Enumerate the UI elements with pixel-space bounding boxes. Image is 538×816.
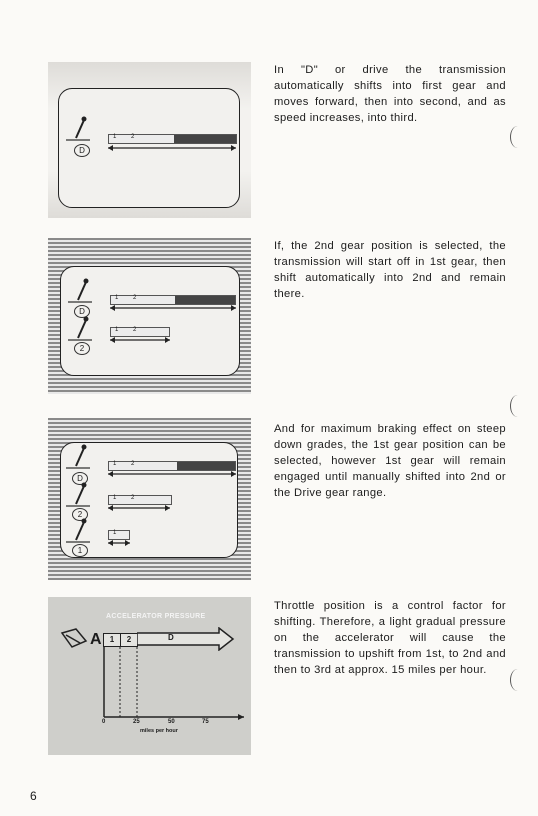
row-label-a: A: [90, 631, 102, 648]
bar-label-1: 1: [115, 295, 119, 301]
paragraph-first-gear: And for maximum braking effect on steep down grades, the 1st gear position can be selected, however 1st gear will remain engaged until manually shifted into 2nd or the Drive gear range.: [274, 423, 506, 499]
first-gear-illustration: [48, 418, 251, 580]
binder-hole: [510, 126, 525, 148]
segment-2: 2: [120, 633, 138, 647]
segment-1: 1: [103, 633, 121, 647]
gear-indicator-1: 1: [72, 544, 88, 557]
bar-label-1: 1: [113, 530, 117, 536]
bar-label-2: 2: [133, 327, 137, 333]
bar-label-1: 1: [115, 327, 119, 333]
range-arrow: [108, 336, 172, 344]
bar-label-2: 2: [133, 295, 137, 301]
range-arrow: [108, 304, 238, 312]
chart-title: ACCELERATOR PRESSURE: [106, 613, 206, 620]
x-axis-label: miles per hour: [140, 728, 178, 734]
range-arrow: [106, 504, 172, 512]
drive-range-fill: [174, 135, 236, 143]
gear-indicator-d: D: [72, 472, 88, 485]
tick-label: 0: [102, 719, 106, 725]
bar-label-1: 1: [113, 134, 117, 140]
paragraph-drive: In "D" or drive the transmission automatically shifts into first gear and moves forward, then into second, and as speed increases, into third.: [274, 64, 506, 124]
paragraph-second-gear: If, the 2nd gear position is selected, the transmission will start off in 1st gear, then shift automatically into 2nd and remain there.: [274, 240, 506, 300]
binder-hole: [510, 395, 525, 417]
gear-indicator-d: D: [74, 305, 90, 318]
tick-label: 25: [133, 719, 140, 725]
range-arrow: [106, 539, 132, 547]
drive-illustration: [48, 62, 251, 218]
bar-label-1: 1: [113, 495, 117, 501]
tick-label: 50: [168, 719, 175, 725]
range-arrow: [106, 470, 238, 478]
bar-label-2: 2: [131, 495, 135, 501]
gear-indicator-2: 2: [72, 508, 88, 521]
bar-label-2: 2: [131, 461, 135, 467]
bar-label-2: 2: [131, 134, 135, 140]
gear-indicator-d: D: [74, 144, 90, 157]
binder-hole: [510, 669, 525, 691]
segment-d-label: D: [168, 633, 174, 642]
drive-range-fill: [177, 462, 235, 470]
range-arrow: [106, 144, 238, 152]
speed-bar: [108, 134, 237, 144]
second-gear-illustration: [48, 238, 251, 394]
tick-label: 75: [202, 719, 209, 725]
paragraph-throttle: Throttle position is a control factor for shifting. Therefore, a light gradual pressure on the accelerator will cause the transmission to upshift from 1st, to 2nd and then to 3rd at approx. 15 miles per hour.: [274, 600, 506, 676]
drive-range-fill: [175, 296, 235, 304]
accelerator-chart: [48, 597, 251, 755]
page-number: 6: [30, 789, 37, 803]
bar-label-1: 1: [113, 461, 117, 467]
gear-indicator-2: 2: [74, 342, 90, 355]
